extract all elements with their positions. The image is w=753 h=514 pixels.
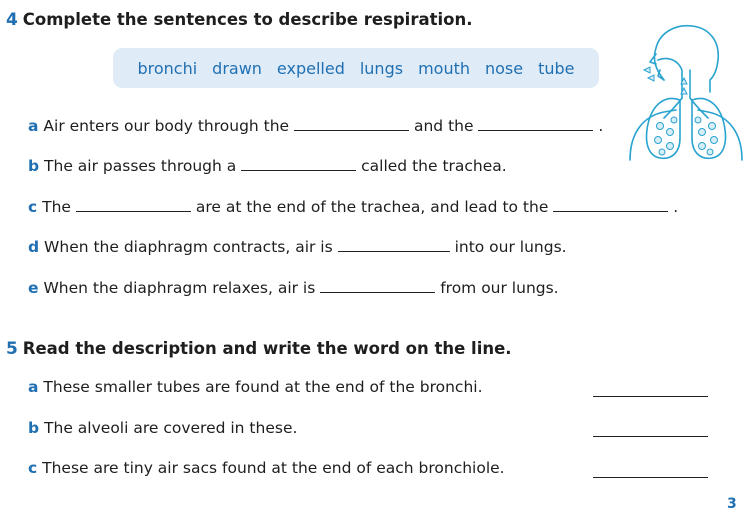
item-letter: c	[28, 459, 38, 477]
item-text: When the diaphragm contracts, air is	[44, 238, 333, 256]
q5-item-a	[28, 378, 483, 396]
q4-item-a	[28, 116, 603, 135]
q4-heading	[6, 10, 472, 30]
answer-line[interactable]	[593, 477, 708, 478]
item-text: These are tiny air sacs found at the end of each bronchiole.	[42, 459, 505, 477]
word-bank-word: tube	[538, 58, 575, 78]
item-text: These smaller tubes are found at the end of the bronchi.	[43, 378, 483, 396]
item-letter: b	[28, 419, 40, 437]
q5-item-b	[28, 419, 297, 437]
word-bank-word: nose	[485, 58, 524, 78]
item-letter: e	[28, 279, 39, 297]
answer-line[interactable]	[593, 436, 708, 437]
word-bank-word: expelled	[276, 58, 345, 78]
q5-number: 5	[6, 339, 18, 359]
respiratory-system-diagram	[624, 20, 748, 166]
q5-heading	[6, 339, 512, 359]
item-letter: c	[28, 198, 38, 216]
item-text: into our lungs.	[454, 238, 567, 256]
answer-blank[interactable]	[478, 116, 593, 131]
item-text: .	[673, 198, 679, 216]
item-letter: d	[28, 238, 40, 256]
q5-title: Read the description and write the word on the line.	[22, 339, 512, 358]
answer-blank[interactable]	[338, 237, 450, 252]
q4-number: 4	[6, 10, 18, 30]
word-bank-word: lungs	[359, 58, 404, 78]
item-text: The air passes through a	[44, 157, 237, 175]
item-text: The	[42, 198, 71, 216]
q4-item-c	[28, 197, 678, 216]
word-bank-word: drawn	[212, 58, 262, 78]
q4-title: Complete the sentences to describe respiration.	[22, 10, 473, 29]
answer-line[interactable]	[593, 396, 708, 397]
item-text: and the	[413, 117, 474, 135]
item-text: The alveoli are covered in these.	[44, 419, 298, 437]
q5-item-c	[28, 459, 505, 477]
answer-blank[interactable]	[320, 278, 435, 293]
item-text: called the trachea.	[361, 157, 507, 175]
item-text: from our lungs.	[440, 279, 559, 297]
item-letter: a	[28, 378, 39, 396]
answer-blank[interactable]	[76, 197, 191, 212]
item-text: When the diaphragm relaxes, air is	[43, 279, 316, 297]
page-number: 3	[727, 496, 737, 512]
q4-item-e	[28, 278, 559, 297]
item-text: Air enters our body through the	[43, 117, 290, 135]
item-letter: a	[28, 117, 39, 135]
answer-blank[interactable]	[294, 116, 409, 131]
item-text: .	[598, 117, 604, 135]
item-text: are at the end of the trachea, and lead to the	[195, 198, 549, 216]
word-bank	[113, 48, 599, 88]
word-bank-word: mouth	[418, 58, 470, 78]
answer-blank[interactable]	[241, 156, 356, 171]
item-letter: b	[28, 157, 40, 175]
answer-blank[interactable]	[553, 197, 668, 212]
word-bank-word: bronchi	[137, 58, 198, 78]
q4-item-d	[28, 237, 567, 256]
q4-item-b	[28, 156, 507, 175]
